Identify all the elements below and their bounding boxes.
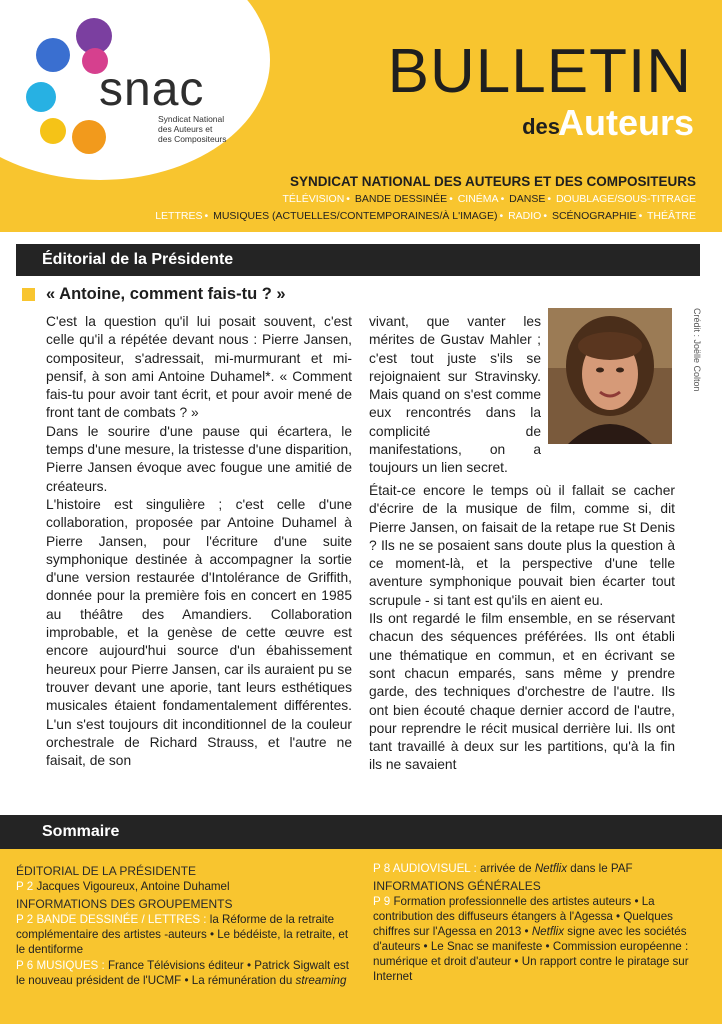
bulletin-title-des: des (522, 114, 560, 139)
disciplines-line-1: TÉLÉVISION • BANDE DESSINÉE • CINÉMA • DANSE • DOUBLAGE/SOUS-TITRAGE (282, 193, 696, 205)
organization-name: SYNDICAT NATIONAL DES AUTEURS ET DES COMPOSITEURS (289, 174, 696, 189)
discipline-item: DANSE (509, 193, 546, 205)
toc-entry-label: AUDIOVISUEL : (392, 862, 477, 875)
logo-dot-yellow (40, 118, 66, 144)
article-paragraph: C'est la question qu'il lui posait souvent, c'est celle qu'il a répétée devant nous : Pierre Jansen, compositeur, s'adressait, mi-murmurant et mi-pensif, à son ami Antoine Duhamel*. « Comment fais-tu pour avoir tant écrit, et pour avoir mené de front tant de combats ? » (46, 314, 352, 421)
toc-entry[interactable] (16, 958, 356, 988)
discipline-item: DOUBLAGE/SOUS-TITRAGE (555, 193, 696, 205)
toc-page-number: P 2 (16, 913, 34, 926)
toc-entry[interactable] (16, 912, 356, 957)
toc-entry[interactable] (373, 894, 709, 984)
discipline-item: TÉLÉVISION (282, 193, 345, 205)
sommaire-right-column (373, 861, 709, 985)
toc-entry-text: Formation professionnelle des artistes auteurs • La contribution des diffuseurs étangers à l'Agessa • Quelques chiffres sur l'Agessa en 2013 • (373, 895, 673, 938)
logo-dot-blue (36, 38, 70, 72)
toc-entry-text: dans le PAF (570, 862, 633, 875)
toc-entry-label: MUSIQUES : (36, 959, 105, 972)
logo-dot-cyan (26, 82, 56, 112)
article-paragraph: vivant, que vanter les mérites de Gustav Mahler ; c'est tout juste s'ils se rejoignaient sur Stravinsky. Mais quand on s'est comme eux rencontrés dans la complicité de manifestations, on a toujours un lien secret. (369, 314, 541, 476)
article-column-1 (46, 313, 352, 808)
bulletin-title-auteurs: Auteurs (557, 102, 694, 143)
article-column-2 (369, 482, 675, 808)
logo-wordmark: snac (99, 63, 205, 116)
logo-subtitle: Syndicat National des Auteurs et des Compositeurs (158, 114, 227, 144)
logo-dot-orange (72, 120, 106, 154)
president-photo (548, 308, 672, 444)
discipline-item: BANDE DESSINÉE (354, 193, 448, 205)
sommaire-panel (0, 849, 722, 1024)
toc-entry-text: signe avec les sociétés d'auteurs • Le Snac se manifeste • Commission européenne : numérique et droit d'auteur • Un rapport contre le piratage sur Internet (373, 925, 689, 983)
toc-entry[interactable] (16, 879, 356, 894)
toc-page-number: P 8 (373, 862, 391, 875)
sommaire-header (0, 815, 722, 849)
article-paragraph: Était-ce encore le temps où il fallait se cacher d'écrire de la musique de film, comme si, dit Pierre Jansen, on faisait de la retape rue St Denis ? Ils ne se posaient sans doute plus la question à ce moment-là, et la perspective d'une telle aventure symphonique pouvait bien écarter tout scrupule - si tant est qu'ils en aient eu. (369, 483, 675, 608)
article-paragraph: Dans le sourire d'une pause qui écartera, le temps d'une mesure, la tristesse d'une disparition, Pierre Jansen évoque avec fougue une amitié de créateurs. (46, 423, 352, 494)
toc-page-number: P 9 (373, 895, 391, 908)
toc-heading: ÉDITORIAL DE LA PRÉSIDENTE (16, 864, 197, 878)
editorial-section-header (16, 244, 700, 276)
sommaire-title: Sommaire (42, 823, 120, 840)
toc-entry-italic: Netflix (531, 925, 565, 938)
bulletin-title: BULLETIN (387, 37, 692, 106)
article-paragraph: L'histoire est singulière ; c'est celle d'une collaboration, proposée par Antoine Duhamel à Pierre Jansen, pour l'écriture d'une suite symphonique destinée à accompagner la sortie d'une version restaurée d'Intolérance de Griffith, donnée pour la première fois en concert en 1985 au théâtre des Amandiers. Collaboration improbable, et la genèse de cette œuvre est encore aujourd'hui source d'un ébahissement heureux pour Pierre Jansen, car ils auraient pu se trouver devant une aporie, tant leurs esthétiques musicales étaient fondamentalement différentes. L'un s'est toujours dit inconditionnel de la couleur orchestrale de Richard Strauss, et l'autre ne faisait, de son (46, 496, 352, 769)
article-column-2-top (369, 313, 541, 479)
sommaire-left-column (16, 861, 356, 989)
disciplines-line-2: LETTRES • MUSIQUES (ACTUELLES/CONTEMPORAINES/À L'IMAGE) • RADIO • SCÉNOGRAPHIE • THÉÂTRE (155, 210, 696, 222)
article-title: « Antoine, comment fais-tu ? » (46, 285, 286, 303)
toc-page-number: P 2 (16, 880, 34, 893)
discipline-item: RADIO (508, 210, 542, 222)
toc-entry-text: arrivée de (480, 862, 532, 875)
toc-entry-text: France Télévisions éditeur • Patrick Sigwalt est le nouveau président de l'UCMF • La rémunération du (16, 959, 349, 987)
title-bullet-square (22, 288, 35, 301)
discipline-item: LETTRES (155, 210, 203, 222)
toc-entry-italic: streaming (295, 974, 347, 987)
toc-entry-label: BANDE DESSINÉE / LETTRES : (36, 913, 207, 926)
toc-entry[interactable] (373, 861, 709, 876)
discipline-item: THÉÂTRE (646, 210, 696, 222)
photo-credit-text: Crédit : Joëlle Colton (692, 308, 702, 392)
toc-entry-italic: Netflix (534, 862, 568, 875)
toc-entry-text: la Réforme de la retraite complémentaire des artistes -auteurs • Le bédéiste, la retraite, et le dentiforme (16, 913, 349, 956)
editorial-section-title: Éditorial de la Présidente (42, 251, 234, 268)
portrait-illustration (548, 308, 672, 444)
masthead (0, 0, 722, 232)
toc-heading: INFORMATIONS DES GROUPEMENTS (16, 897, 233, 911)
toc-page-number: P 6 (16, 959, 34, 972)
discipline-item: CINÉMA (457, 193, 499, 205)
toc-heading: INFORMATIONS GÉNÉRALES (373, 879, 541, 893)
toc-entry-text: Jacques Vigoureux, Antoine Duhamel (36, 880, 230, 893)
article-paragraph: Ils ont regardé le film ensemble, en se réservant chacun des séquences préférées. Ils ont établi une thématique en commun, et en écrivant se sont chacun emparés, sans même y prendre garde, des techniques d'orchestre de l'autre. Ils ont bien écouté chaque dernier accord de l'autre, pour reprendre le récit musical derrière lui. Ils ont tant travaillé à deux sur les partitions, qu'à la fin ils ne savaient (369, 611, 675, 773)
photo-credit (690, 308, 704, 404)
discipline-item: MUSIQUES (ACTUELLES/CONTEMPORAINES/À L'IMAGE) (213, 210, 498, 222)
discipline-item: SCÉNOGRAPHIE (551, 210, 637, 222)
